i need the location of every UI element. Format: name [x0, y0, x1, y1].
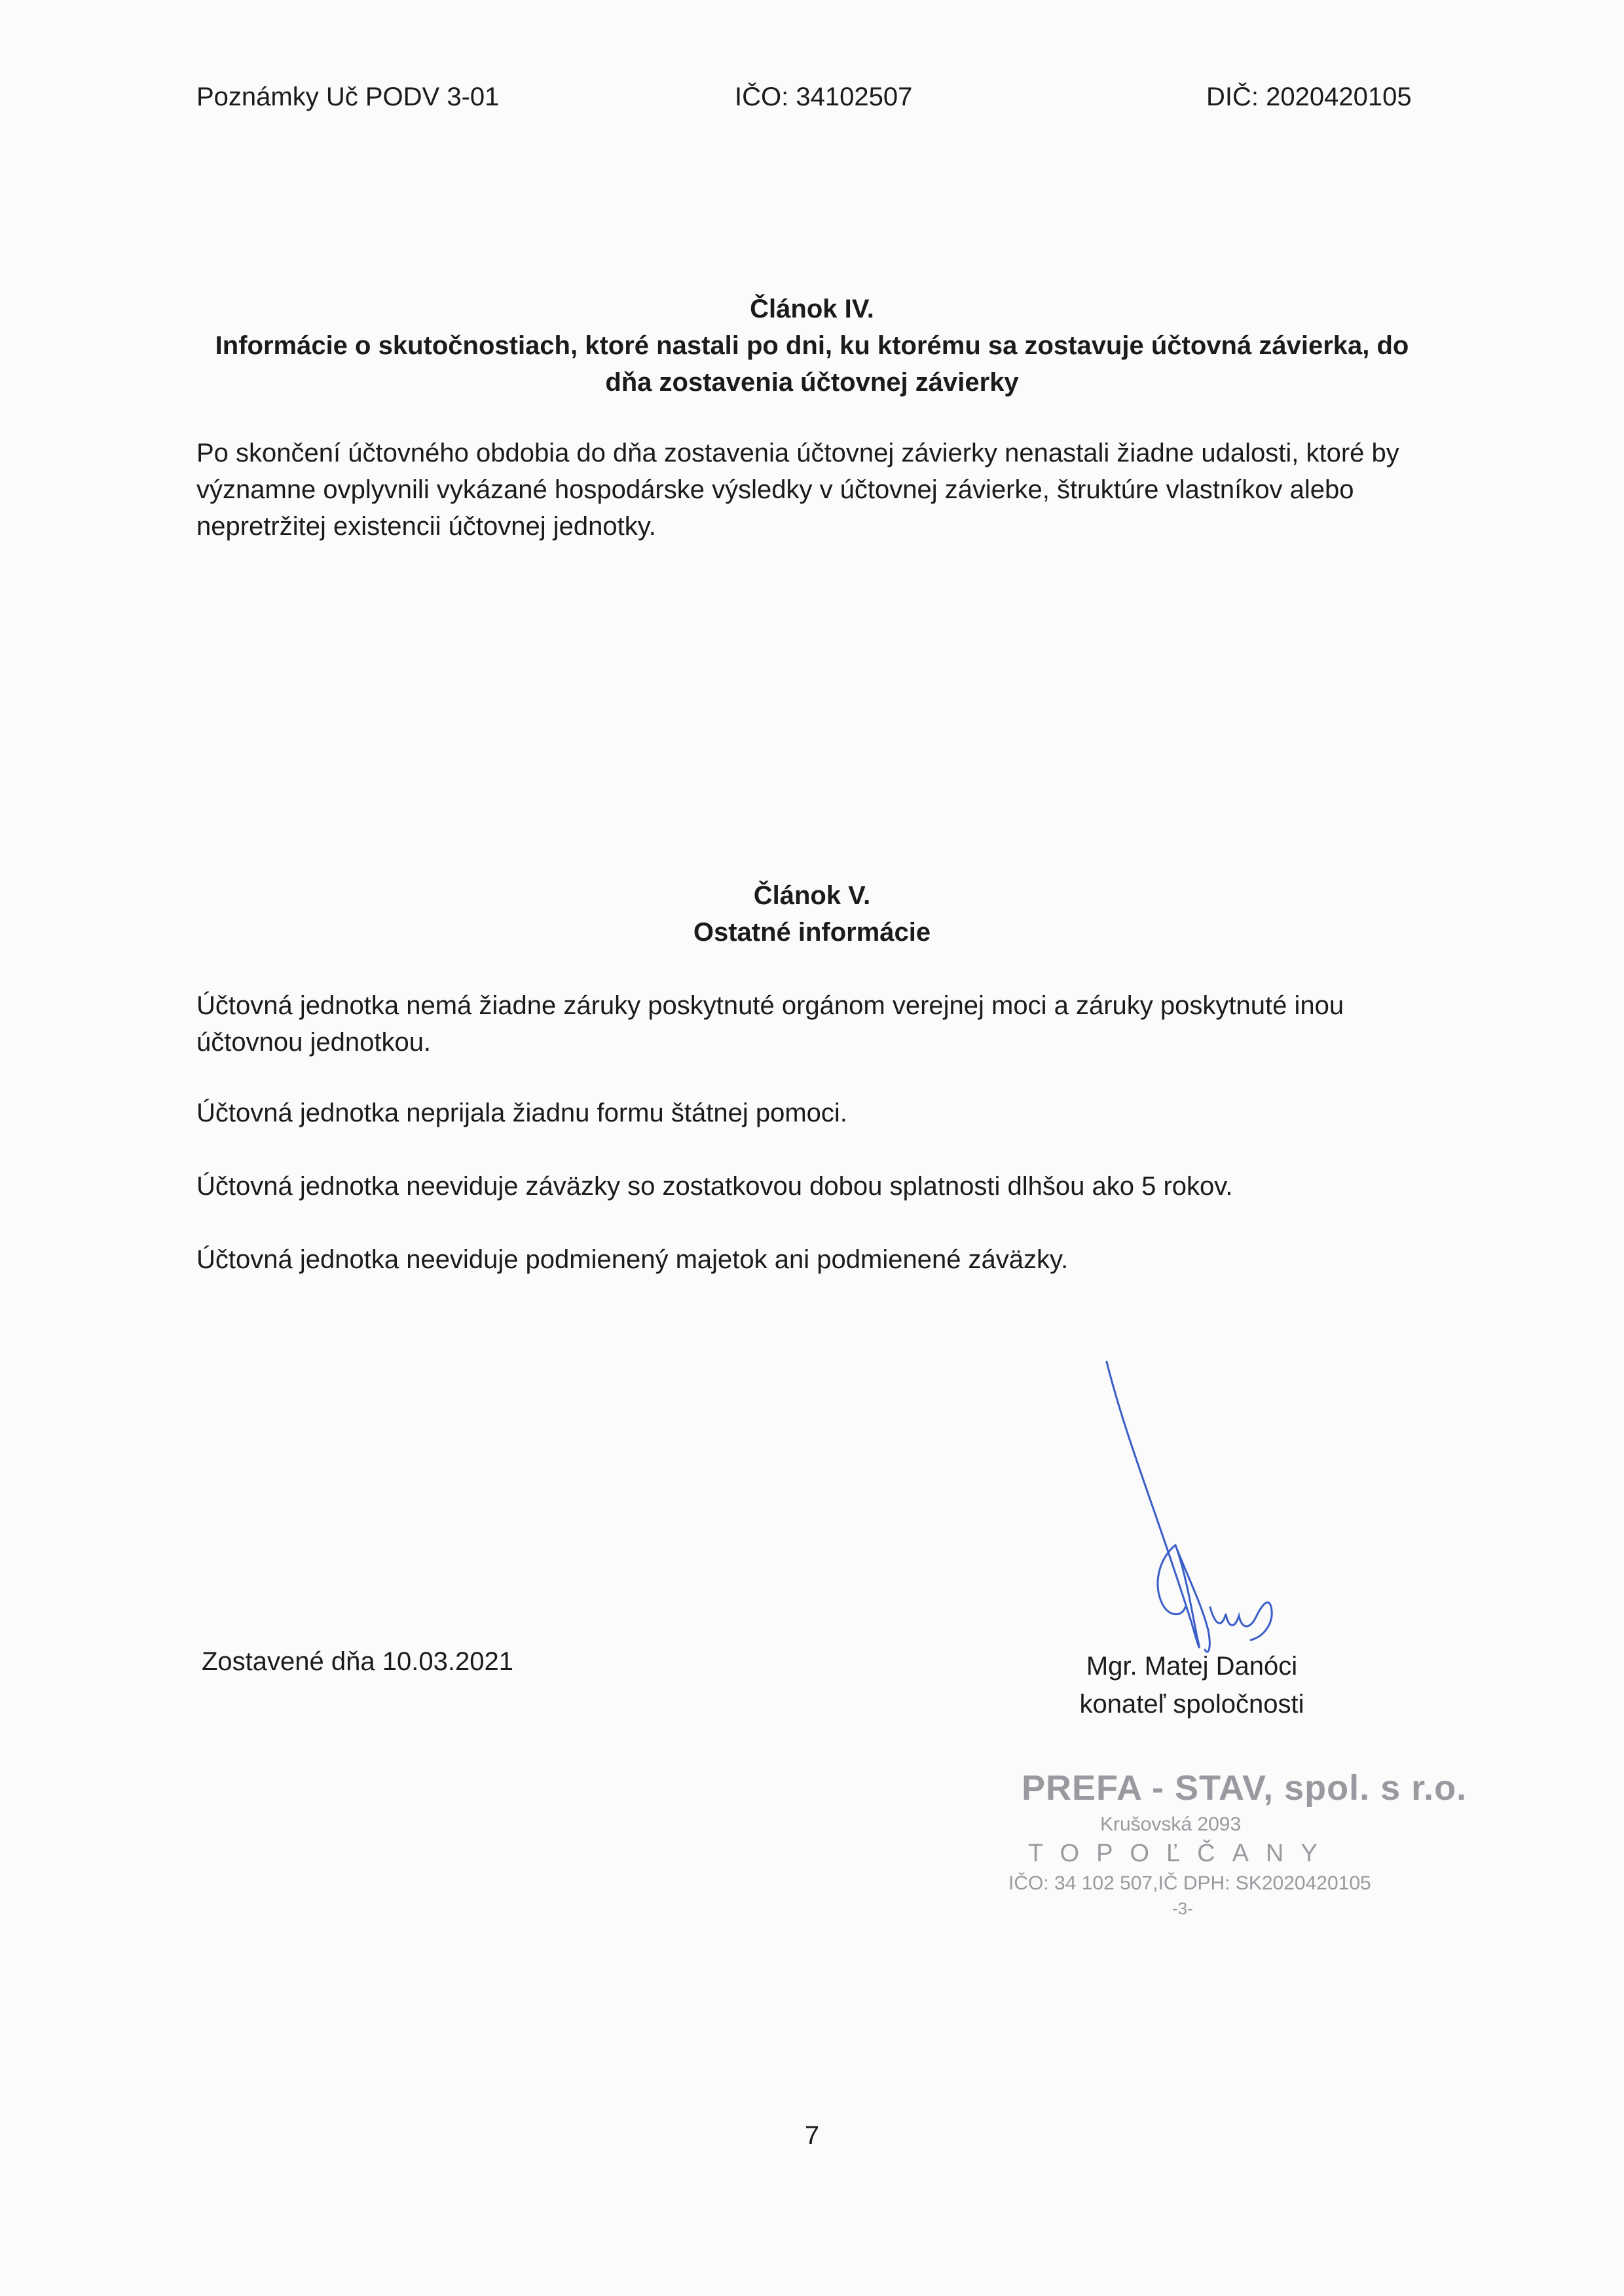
article-5-title: Článok V.: [753, 881, 871, 910]
page-number: 7: [804, 2121, 820, 2150]
stamp-city: TOPOĽČANY: [1028, 1840, 1335, 1867]
article-5-subtitle: Ostatné informácie: [693, 918, 931, 947]
article-5-paragraph-3: Účtovná jednotka neeviduje záväzky so zostatkovou dobou splatnosti dlhšou ako 5 rokov.: [196, 1172, 1233, 1201]
stamp-page: -3-: [1172, 1899, 1193, 1918]
stamp-ids: IČO: 34 102 507,IČ DPH: SK2020420105: [1008, 1872, 1371, 1894]
article-4-body: Po skončení účtovného obdobia do dňa zostavenia účtovnej závierky nenastali žiadne udalosti, ktoré by významne ovplyvnili vykázané hospodárske výsledky v účtovnej závierke, štruktúre vlastníkov alebo nepretržitej existencii účtovnej jednotky.: [196, 439, 1399, 541]
handwritten-signature: [1087, 1349, 1323, 1676]
header-document-code: Poznámky Uč PODV 3-01: [196, 82, 500, 111]
article-4-title: Článok IV.: [750, 295, 874, 323]
signer-name: Mgr. Matej Danóci: [1086, 1652, 1298, 1681]
compiled-date: Zostavené dňa 10.03.2021: [202, 1647, 513, 1676]
header-ico: IČO: 34102507: [735, 82, 913, 111]
article-5-paragraph-1: Účtovná jednotka nemá žiadne záruky poskytnuté orgánom verejnej moci a záruky poskytnuté inou účtovnou jednotkou.: [196, 991, 1344, 1057]
article-5-paragraph-2: Účtovná jednotka neprijala žiadnu formu štátnej pomoci.: [196, 1099, 847, 1127]
stamp-company-name: PREFA - STAV, spol. s r.o.: [1022, 1768, 1467, 1808]
signer-role: konateľ spoločnosti: [1079, 1690, 1304, 1719]
stamp-street: Krušovská 2093: [1100, 1813, 1242, 1835]
header-dic: DIČ: 2020420105: [1206, 82, 1412, 111]
article-5-paragraph-4: Účtovná jednotka neeviduje podmienený majetok ani podmienené záväzky.: [196, 1245, 1069, 1274]
article-4-subtitle-line-1: Informácie o skutočnostiach, ktoré nastali po dni, ku ktorému sa zostavuje účtovná závierka, do: [215, 331, 1409, 360]
company-stamp: [989, 1768, 1467, 1925]
article-4-subtitle-line-2: dňa zostavenia účtovnej závierky: [605, 368, 1019, 397]
signer-block: [1048, 1647, 1336, 1723]
